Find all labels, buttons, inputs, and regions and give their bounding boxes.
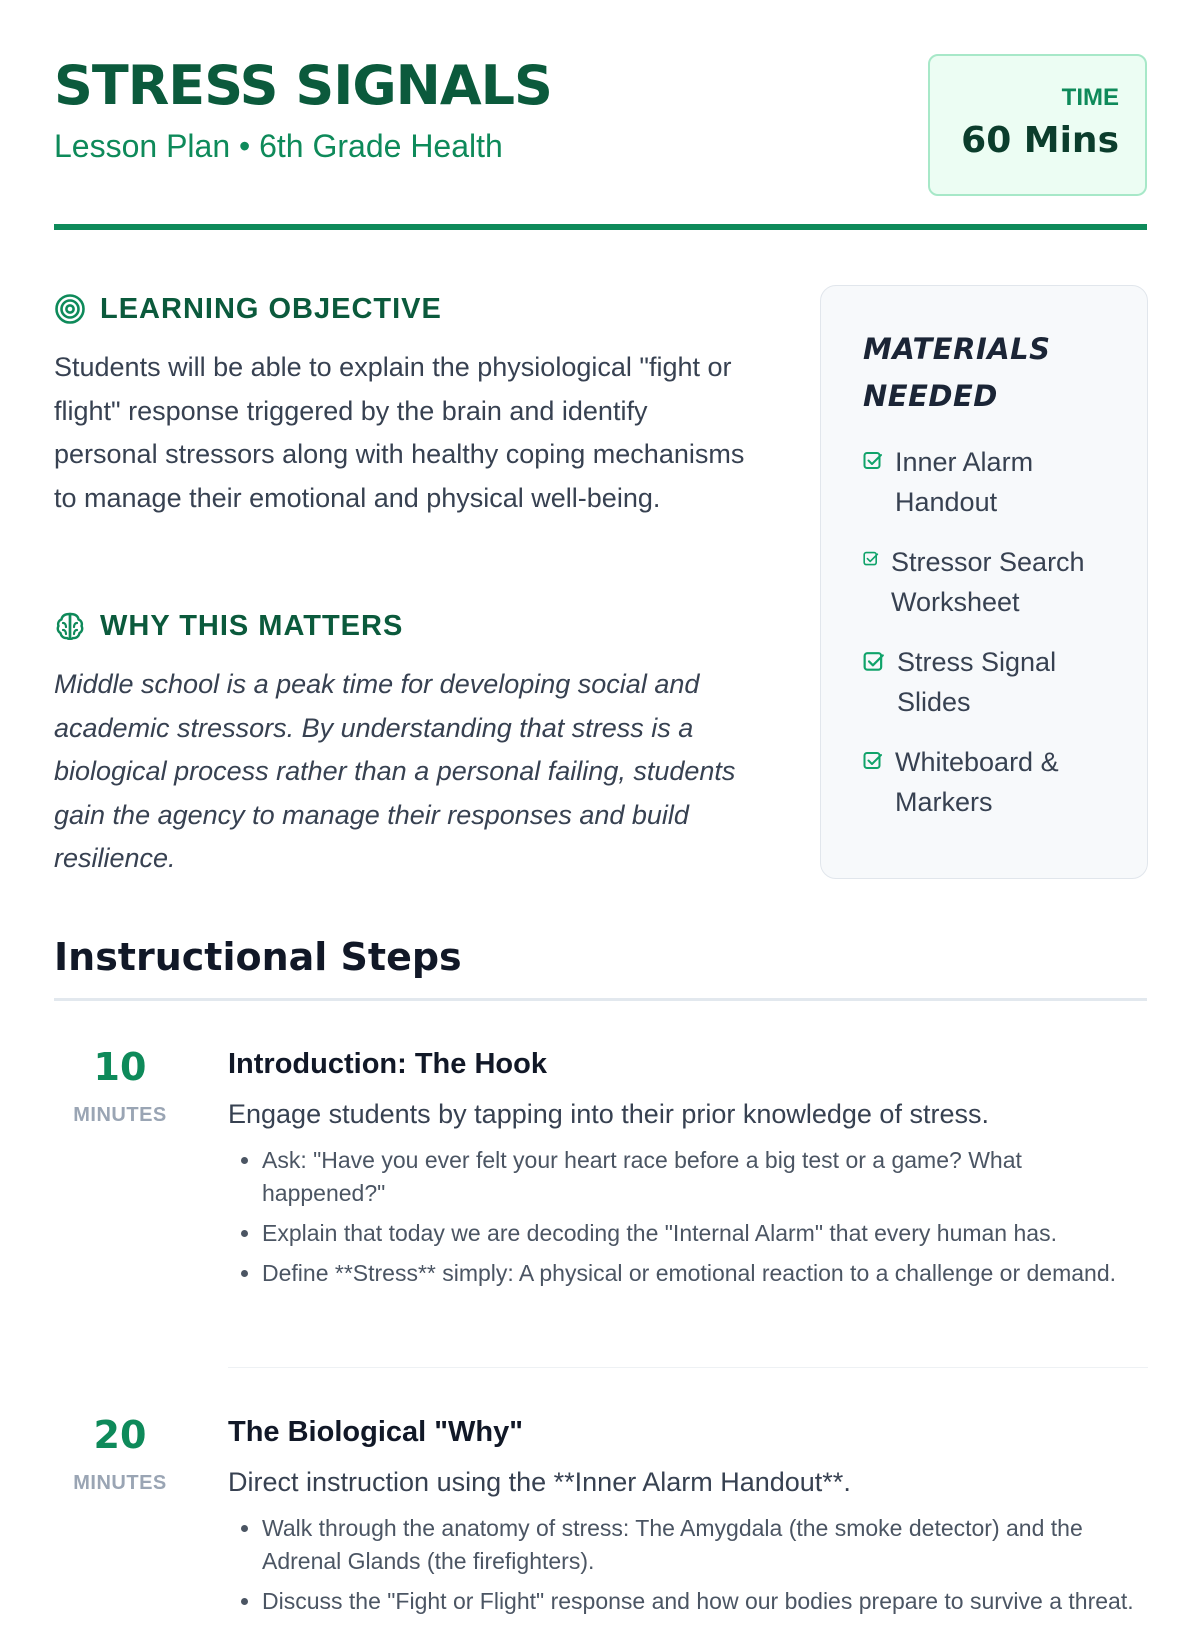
step-bullet: • Ask: "Have you ever felt your heart race before a big test or a game? What happened?" xyxy=(262,1144,1148,1210)
steps-divider xyxy=(54,998,1147,1001)
step-minutes: 20 xyxy=(93,1413,147,1457)
header xyxy=(54,54,1147,230)
step-bullet-list xyxy=(228,1144,1148,1290)
step-minutes: 10 xyxy=(93,1045,147,1089)
why-heading-text: WHY THIS MATTERS xyxy=(100,609,404,642)
checkbox-icon xyxy=(863,451,883,471)
step-lead: Direct instruction using the **Inner Alarm Handout**. xyxy=(228,1467,851,1497)
steps-title: Instructional Steps xyxy=(54,935,462,979)
materials-item xyxy=(863,642,1107,722)
step-duration xyxy=(54,1412,186,1495)
objective-text: Students will be able to explain the physiological "fight or flight" response triggered by the brain and identify personal stressors along with healthy coping mechanisms to manage their emotional and physical well-being. xyxy=(54,352,745,513)
step-minutes-unit: MINUTES xyxy=(73,1104,167,1126)
step-card xyxy=(228,1044,1148,1297)
why-text: Middle school is a peak time for developing social and academic stressors. By understanding that stress is a biological process rather than a personal failing, students gain the agency to manage their responses and build resilience. xyxy=(54,669,736,873)
checkbox-icon xyxy=(863,751,883,771)
step-bullet: • Explain that today we are decoding the "Internal Alarm" that every human has. xyxy=(262,1217,1148,1250)
step-bullet-list xyxy=(228,1512,1148,1618)
materials-item-label: Whiteboard & Markers xyxy=(895,747,1059,817)
step-card xyxy=(228,1412,1148,1625)
materials-item-label: Inner Alarm Handout xyxy=(895,447,1034,517)
materials-item-label: Stress Signal Slides xyxy=(897,647,1057,717)
brain-icon xyxy=(54,610,86,642)
time-badge xyxy=(928,54,1147,196)
objective-heading-text: LEARNING OBJECTIVE xyxy=(100,292,442,325)
page-subtitle: Lesson Plan • 6th Grade Health xyxy=(54,128,503,164)
step-duration xyxy=(54,1044,186,1127)
step-minutes-unit: MINUTES xyxy=(73,1472,167,1494)
step-bullet: • Discuss the "Fight or Flight" response and how our bodies prepare to survive a threat. xyxy=(262,1585,1148,1618)
step-separator xyxy=(228,1367,1148,1368)
step-bullet: • Walk through the anatomy of stress: The Amygdala (the smoke detector) and the Adrenal Glands (the firefighters). xyxy=(262,1512,1148,1578)
step-bullet: • Define **Stress** simply: A physical or emotional reaction to a challenge or demand. xyxy=(262,1257,1148,1290)
page-title: STRESS SIGNALS xyxy=(54,54,552,117)
materials-item-label: Stressor Search Worksheet xyxy=(891,547,1085,617)
time-value: 60 Mins xyxy=(961,120,1119,161)
step-lead: Engage students by tapping into their prior knowledge of stress. xyxy=(228,1099,989,1129)
target-icon xyxy=(54,293,86,325)
step-title: The Biological "Why" xyxy=(228,1416,523,1448)
why-heading xyxy=(54,608,403,644)
materials-title: MATERIALS NEEDED xyxy=(863,332,1051,413)
materials-item xyxy=(863,742,1107,822)
checkbox-icon xyxy=(863,551,879,567)
materials-card xyxy=(820,285,1148,879)
materials-list xyxy=(863,442,1107,822)
time-label: TIME xyxy=(1061,84,1119,111)
materials-item xyxy=(863,442,1107,522)
step-title: Introduction: The Hook xyxy=(228,1048,547,1080)
materials-item xyxy=(863,542,1107,622)
objective-heading xyxy=(54,291,442,327)
checkbox-icon xyxy=(863,651,885,673)
